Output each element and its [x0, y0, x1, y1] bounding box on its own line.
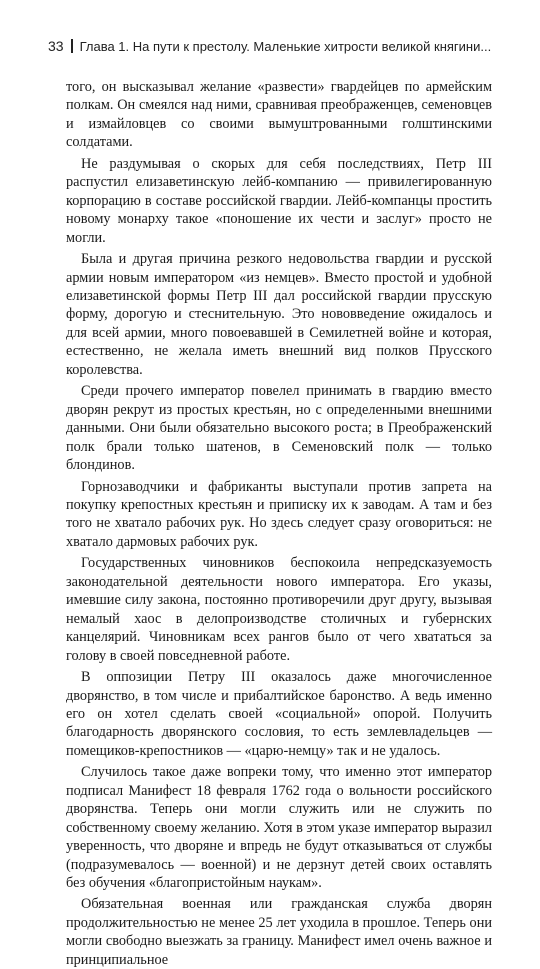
- paragraph-7: В оппозиции Петру III оказалось даже многочисленное дворянство, в том числе и прибалтийское баронство. А ведь именно его он хотел сделать своей «социальной» опорой. Получить благодарность дворянского сословия, то есть землевладельцев — помещиков-крепостников — «царю-немцу» так и не удалось.: [66, 669, 492, 759]
- running-title: Глава 1. На пути к престолу. Маленькие хитрости великой княгини...: [79, 39, 492, 54]
- paragraph-3: Была и другая причина резкого недовольства гвардии и русской армии новым императором «из немцев». Вместо простой и удобной елизаветинской формы Петр III дал российской гвардии прусскую форму, дорогую и стеснительную. Это нововведение ожидалось и для всей армии, много повоевавшей в Семилетней войне и которая, естественно, не желала иметь внешний вид полков Прусского королевства.: [66, 251, 492, 378]
- paragraph-1: того, он высказывал желание «развести» гвардейцев по армейским полкам. Он смеялся над ними, сравнивая преображенцев, семеновцев и измайловцев со своими вымуштрованными голштинскими солдатами.: [66, 79, 492, 151]
- paragraph-8: Случилось такое даже вопреки тому, что именно этот император подписал Манифест 18 февраля 1762 года о вольности российского дворянства. Теперь они могли служить или не служить по собственному своему желанию. Хотя в этом указе император выразил уверенность, что дворяне и впредь не будут отказываться от службы (подразумевалось — военной) и не дерзнут детей своих оставлять без обучения «благопристойным наукам».: [66, 764, 492, 892]
- page-number: 33: [48, 38, 64, 54]
- paragraph-5: Горнозаводчики и фабриканты выступали против запрета на покупку крепостных крестьян и приписку их к заводам. А там и без того не хватало рабочих рук. Но здесь следует сразу оговориться: не хватало дармовых рабочих рук.: [66, 478, 492, 550]
- body-text: [66, 78, 492, 969]
- paragraph-9: Обязательная военная или гражданская служба дворян продолжительностью не менее 25 лет уходила в прошлое. Теперь они могли свободно выезжать за границу. Манифест имел очень важное и принципиальное: [66, 896, 492, 968]
- header-divider: [71, 39, 73, 53]
- paragraph-4: Среди прочего император повелел принимать в гвардию вместо дворян рекрут из простых крестьян, но с определенными внешними данными. Они были обязательно высокого роста; в Преображенский полк брали только шатенов, в Семеновский полк — только блондинов.: [66, 383, 492, 474]
- paragraph-6: Государственных чиновников беспокоила непредсказуемость законодательной деятельности нового императора. Его указы, имевшие силу закона, постоянно противоречили друг другу, вызывая немалый хаос в делопроизводстве столичных и губернских канцелярий. Чиновникам всех рангов было от чего хвататься за голову в своей повседневной работе.: [66, 555, 492, 664]
- paragraph-2: Не раздумывая о скорых для себя последствиях, Петр III распустил елизаветинскую лейб-компанию — привилегированную корпорацию в составе российской гвардии. Лейб-компанцы простить новому монарху такое «поношение их чести и заслуг» просто не могли.: [66, 155, 492, 246]
- running-header: [48, 38, 498, 55]
